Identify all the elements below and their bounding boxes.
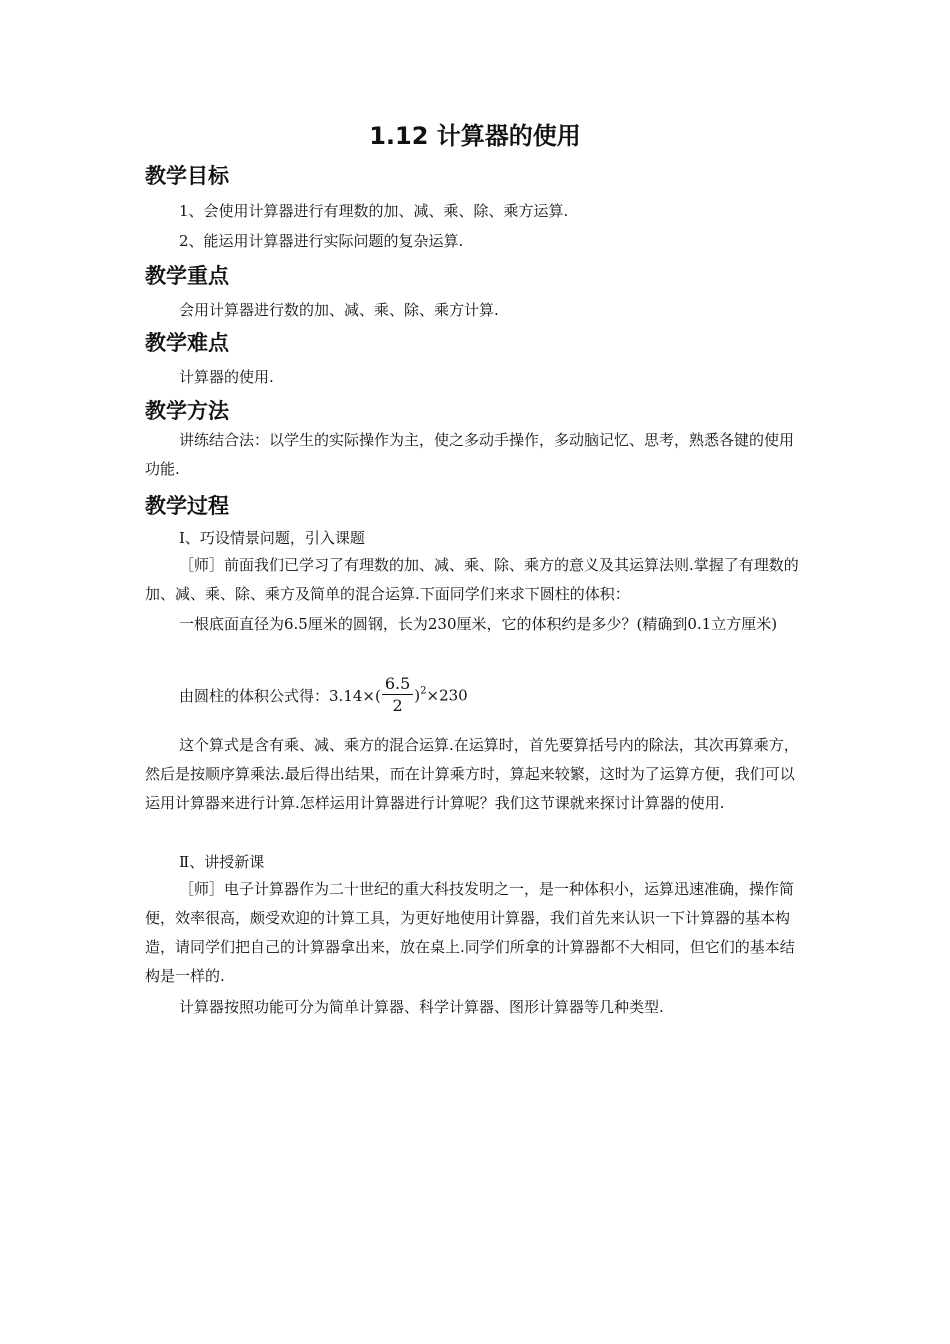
heading-method: 教学方法 bbox=[145, 399, 229, 423]
formula-denominator: 2 bbox=[392, 696, 403, 715]
goal-item-1: 1、会使用计算器进行有理数的加、减、乘、除、乘方运算. bbox=[179, 202, 569, 220]
heading-goals: 教学目标 bbox=[145, 164, 229, 188]
formula-fraction bbox=[382, 674, 413, 717]
process-paragraph-4: ［师］电子计算器作为二十世纪的重大科技发明之一，是一种体积小，运算迅速准确，操作简便，效率很高，颇受欢迎的计算工具，为更好地使用计算器，我们首先来认识一下计算器的基本构造，请同学们把自己的计算器拿出来，放在桌上.同学们所拿的计算器都不大相同，但它们的基本结构是一样的. bbox=[145, 880, 795, 985]
formula-suffix: ×230 bbox=[426, 686, 468, 705]
heading-process: 教学过程 bbox=[145, 494, 229, 518]
formula-close-paren: ) bbox=[414, 686, 421, 705]
process-paragraph-1: ［师］前面我们已学习了有理数的加、减、乘、除、乘方的意义及其运算法则.掌握了有理数的加、减、乘、除、乘方及简单的混合运算.下面同学们来求下圆柱的体积： bbox=[145, 556, 799, 603]
part2-title: Ⅱ、讲授新课 bbox=[179, 853, 265, 871]
key-points-text: 会用计算器进行数的加、减、乘、除、乘方计算. bbox=[179, 301, 499, 319]
heading-difficulties: 教学难点 bbox=[145, 331, 229, 355]
process-paragraph-5: 计算器按照功能可分为简单计算器、科学计算器、图形计算器等几种类型. bbox=[179, 998, 664, 1016]
goal-item-2: 2、能运用计算器进行实际问题的复杂运算. bbox=[179, 232, 464, 250]
formula-prefix: 由圆柱的体积公式得：3.14×( bbox=[179, 687, 381, 705]
heading-key-points: 教学重点 bbox=[145, 264, 229, 288]
process-paragraph-3: 这个算式是含有乘、减、乘方的混合运算.在运算时，首先要算括号内的除法，其次再算乘方，然后是按顺序算乘法.最后得出结果，而在计算乘方时，算起来较繁，这时为了运算方便，我们可以运用计算器来进行计算.怎样运用计算器进行计算呢？我们这节课就来探讨计算器的使用. bbox=[145, 736, 799, 812]
formula-exponent: 2 bbox=[420, 685, 427, 697]
process-paragraph-2: 一根底面直径为6.5厘米的圆钢，长为230厘米，它的体积约是多少？(精确到0.1立方厘米) bbox=[179, 615, 778, 633]
difficulties-text: 计算器的使用. bbox=[179, 368, 274, 386]
page-title: 1.12 计算器的使用 bbox=[369, 122, 581, 150]
formula-numerator: 6.5 bbox=[382, 674, 413, 695]
method-text: 讲练结合法：以学生的实际操作为主，使之多动手操作，多动脑记忆、思考，熟悉各键的使用功能. bbox=[145, 431, 795, 478]
volume-formula bbox=[179, 674, 468, 722]
part1-title: Ⅰ、巧设情景问题，引入课题 bbox=[179, 529, 365, 547]
